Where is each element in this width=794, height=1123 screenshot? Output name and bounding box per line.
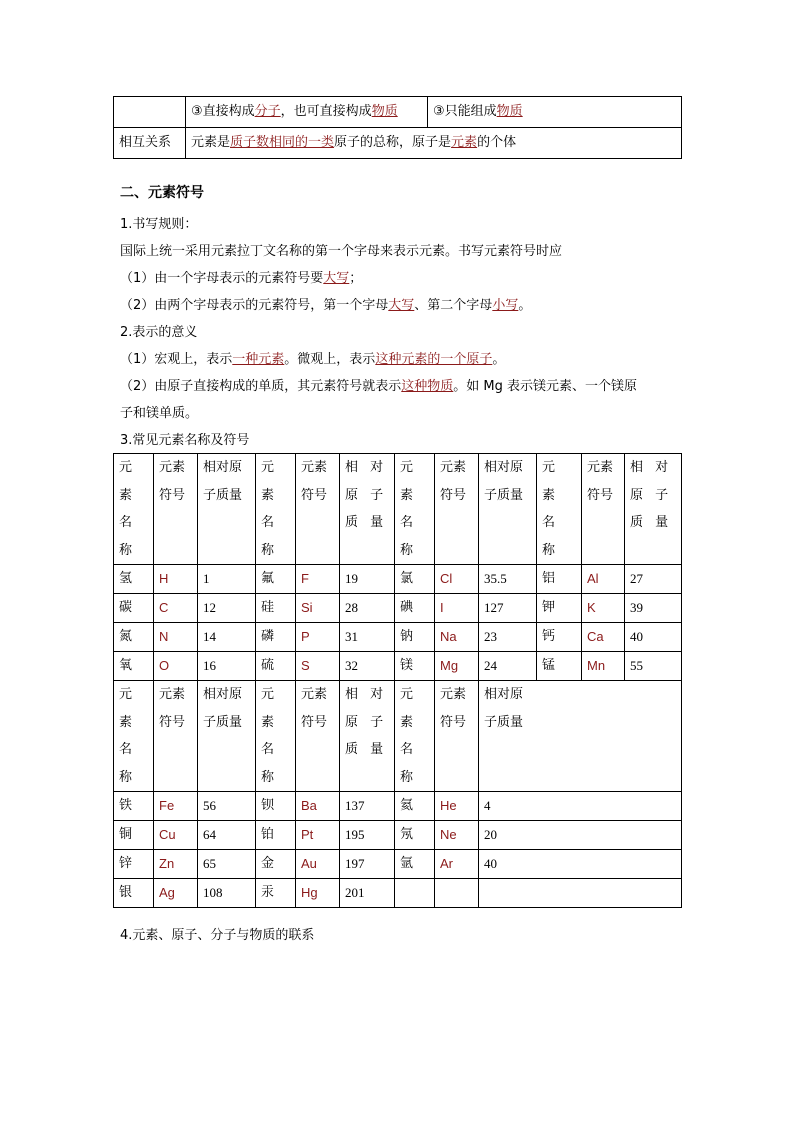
header-text: 相 对 原 子 质 量 — [630, 460, 669, 530]
element-symbol: N — [154, 623, 198, 652]
element-name: 铂 — [256, 821, 296, 850]
element-symbol: S — [296, 652, 340, 681]
element-name: 铝 — [537, 565, 582, 594]
header-element-name — [114, 681, 154, 792]
cell-text: ，也可直接构成 — [280, 104, 372, 119]
subheading: 1.书写规则： — [120, 217, 198, 232]
atomic-mass: 64 — [198, 821, 256, 850]
element-name: 碳 — [114, 594, 154, 623]
atomic-mass: 4 — [479, 792, 682, 821]
table-row — [114, 128, 682, 159]
element-symbol: Au — [296, 850, 340, 879]
answer-text: 元素 — [451, 135, 478, 150]
text: 、第二个字母 — [414, 298, 493, 313]
element-symbol: Zn — [154, 850, 198, 879]
header-text: 元素名称 — [261, 687, 275, 785]
element-name: 氧 — [114, 652, 154, 681]
atomic-mass: 35.5 — [479, 565, 537, 594]
cell-text: 原子的总称，原子是 — [334, 135, 452, 150]
element-name: 磷 — [256, 623, 296, 652]
element-name: 锌 — [114, 850, 154, 879]
paragraph: 子和镁单质。 — [120, 406, 199, 421]
paragraph: 国际上统一采用元素拉丁文名称的第一个字母来表示元素。书写元素符号时应 — [120, 244, 563, 259]
element-name: 银 — [114, 879, 154, 908]
table-cell — [428, 97, 682, 128]
element-name: 锰 — [537, 652, 582, 681]
header-text: 相对原子质量 — [203, 460, 243, 503]
header-element-name — [256, 454, 296, 565]
atomic-mass: 14 — [198, 623, 256, 652]
element-symbol: Si — [296, 594, 340, 623]
element-symbol: Pt — [296, 821, 340, 850]
cell-text: 的个体 — [477, 135, 517, 150]
header-element-symbol — [435, 681, 479, 792]
paragraph — [120, 348, 505, 367]
atomic-mass: 39 — [625, 594, 682, 623]
element-name: 氢 — [114, 565, 154, 594]
element-name: 氟 — [256, 565, 296, 594]
header-element-name — [256, 681, 296, 792]
atomic-mass: 16 — [198, 652, 256, 681]
header-text: 元素符号 — [301, 687, 328, 730]
element-symbol: He — [435, 792, 479, 821]
element-symbol: Ba — [296, 792, 340, 821]
paragraph — [120, 267, 362, 286]
subheading: 4.元素、原子、分子与物质的联系 — [120, 928, 315, 943]
element-name: 钡 — [256, 792, 296, 821]
element-name: 钠 — [395, 623, 435, 652]
header-element-name — [114, 454, 154, 565]
table-row — [114, 652, 682, 681]
element-symbol — [435, 879, 479, 908]
atomic-mass: 27 — [625, 565, 682, 594]
atomic-mass — [479, 879, 682, 908]
atomic-mass: 197 — [340, 850, 395, 879]
table-row — [114, 850, 682, 879]
atomic-mass: 40 — [625, 623, 682, 652]
table-row — [114, 821, 682, 850]
text: 。 — [492, 352, 506, 367]
header-text: 元素名称 — [400, 460, 414, 558]
atomic-mass: 137 — [340, 792, 395, 821]
paragraph — [120, 375, 637, 394]
header-element-symbol — [154, 454, 198, 565]
header-element-symbol — [435, 454, 479, 565]
answer-text: 这种元素的一个原子 — [375, 352, 493, 367]
element-name: 氯 — [395, 565, 435, 594]
header-text: 元素符号 — [159, 460, 186, 503]
text: （2）由原子直接构成的单质，其元素符号就表示 — [120, 379, 402, 394]
answer-text: 一种元素 — [232, 352, 285, 367]
header-row — [114, 681, 682, 792]
atomic-mass: 24 — [479, 652, 537, 681]
element-symbol: Al — [582, 565, 625, 594]
header-text: 相 对 原 子 质 量 — [345, 687, 384, 757]
section-title: 二、元素符号 — [120, 185, 204, 201]
cell-text: ③只能组成 — [433, 104, 497, 119]
answer-text: 物质 — [371, 104, 398, 119]
atomic-mass: 32 — [340, 652, 395, 681]
element-symbol: Ca — [582, 623, 625, 652]
header-text: 元素名称 — [119, 687, 133, 785]
header-atomic-mass — [340, 454, 395, 565]
element-symbol: Cu — [154, 821, 198, 850]
text: （2）由两个字母表示的元素符号，第一个字母 — [120, 298, 389, 313]
header-atomic-mass — [198, 454, 256, 565]
element-name: 硅 — [256, 594, 296, 623]
header-element-symbol — [154, 681, 198, 792]
text: 。微观上，表示 — [284, 352, 376, 367]
answer-text: 大写 — [388, 298, 415, 313]
header-row — [114, 454, 682, 565]
element-symbol: O — [154, 652, 198, 681]
element-symbol: Ag — [154, 879, 198, 908]
header-text: 相对原子质量 — [203, 687, 243, 730]
element-name: 钙 — [537, 623, 582, 652]
relation-table — [113, 96, 682, 159]
atomic-mass: 1 — [198, 565, 256, 594]
answer-text: 大写 — [323, 271, 350, 286]
text: （1）由一个字母表示的元素符号要 — [120, 271, 324, 286]
header-text: 相对原子质量 — [484, 687, 524, 730]
element-symbol: Cl — [435, 565, 479, 594]
header-element-name — [537, 454, 582, 565]
element-name: 铜 — [114, 821, 154, 850]
element-name: 氦 — [395, 792, 435, 821]
element-symbol: Mn — [582, 652, 625, 681]
row-label: 相互关系 — [114, 128, 186, 159]
element-name: 金 — [256, 850, 296, 879]
header-text: 元素符号 — [440, 687, 467, 730]
subheading: 3.常见元素名称及符号 — [120, 433, 250, 448]
element-symbol: I — [435, 594, 479, 623]
header-atomic-mass — [625, 454, 682, 565]
atomic-mass: 201 — [340, 879, 395, 908]
text: （1）宏观上，表示 — [120, 352, 233, 367]
atomic-mass: 108 — [198, 879, 256, 908]
atomic-mass: 19 — [340, 565, 395, 594]
header-text: 元素名称 — [400, 687, 414, 785]
element-symbol: Na — [435, 623, 479, 652]
element-symbol: C — [154, 594, 198, 623]
element-symbol: Mg — [435, 652, 479, 681]
element-symbol: K — [582, 594, 625, 623]
element-symbol: F — [296, 565, 340, 594]
header-atomic-mass — [479, 681, 682, 792]
header-text: 元素符号 — [159, 687, 186, 730]
element-table — [113, 453, 682, 908]
element-name: 氖 — [395, 821, 435, 850]
header-text: 元素符号 — [587, 460, 614, 503]
header-text: 元素符号 — [440, 460, 467, 503]
table-row — [114, 594, 682, 623]
element-symbol: Hg — [296, 879, 340, 908]
table-cell — [114, 97, 186, 128]
answer-text: 质子数相同的一类 — [230, 135, 335, 150]
element-name: 钾 — [537, 594, 582, 623]
text: ； — [349, 271, 363, 286]
table-cell — [186, 128, 682, 159]
atomic-mass: 31 — [340, 623, 395, 652]
atomic-mass: 195 — [340, 821, 395, 850]
table-row — [114, 565, 682, 594]
table-row — [114, 792, 682, 821]
subheading: 2.表示的意义 — [120, 325, 198, 340]
header-text: 元素名称 — [261, 460, 275, 558]
header-text: 元素符号 — [301, 460, 328, 503]
element-name: 铁 — [114, 792, 154, 821]
answer-text: 分子 — [254, 104, 281, 119]
text: 。 — [518, 298, 532, 313]
text: 。如 Mg 表示镁元素、一个镁原 — [453, 379, 638, 394]
header-element-name — [395, 681, 435, 792]
header-text: 元素名称 — [119, 460, 133, 558]
atomic-mass: 23 — [479, 623, 537, 652]
header-atomic-mass — [198, 681, 256, 792]
atomic-mass: 127 — [479, 594, 537, 623]
header-element-name — [395, 454, 435, 565]
table-cell — [186, 97, 428, 128]
paragraph — [120, 294, 531, 313]
element-name: 氩 — [395, 850, 435, 879]
element-symbol: Fe — [154, 792, 198, 821]
header-atomic-mass — [340, 681, 395, 792]
header-atomic-mass — [479, 454, 537, 565]
header-text: 元素名称 — [542, 460, 556, 558]
table-row — [114, 879, 682, 908]
table-row — [114, 97, 682, 128]
atomic-mass: 20 — [479, 821, 682, 850]
answer-text: 物质 — [496, 104, 523, 119]
element-symbol: Ar — [435, 850, 479, 879]
answer-text: 这种物质 — [401, 379, 454, 394]
atomic-mass: 65 — [198, 850, 256, 879]
table-row — [114, 623, 682, 652]
element-name: 氮 — [114, 623, 154, 652]
header-element-symbol — [296, 681, 340, 792]
element-name: 汞 — [256, 879, 296, 908]
answer-text: 小写 — [492, 298, 519, 313]
cell-text: 元素是 — [191, 135, 231, 150]
header-text: 相 对 原 子 质 量 — [345, 460, 384, 530]
header-element-symbol — [582, 454, 625, 565]
element-name: 碘 — [395, 594, 435, 623]
element-symbol: H — [154, 565, 198, 594]
atomic-mass: 28 — [340, 594, 395, 623]
cell-text: ③直接构成 — [191, 104, 255, 119]
atomic-mass: 55 — [625, 652, 682, 681]
element-name — [395, 879, 435, 908]
element-symbol: Ne — [435, 821, 479, 850]
atomic-mass: 56 — [198, 792, 256, 821]
element-name: 镁 — [395, 652, 435, 681]
header-element-symbol — [296, 454, 340, 565]
element-name: 硫 — [256, 652, 296, 681]
atomic-mass: 12 — [198, 594, 256, 623]
atomic-mass: 40 — [479, 850, 682, 879]
header-text: 相对原子质量 — [484, 460, 524, 503]
element-symbol: P — [296, 623, 340, 652]
